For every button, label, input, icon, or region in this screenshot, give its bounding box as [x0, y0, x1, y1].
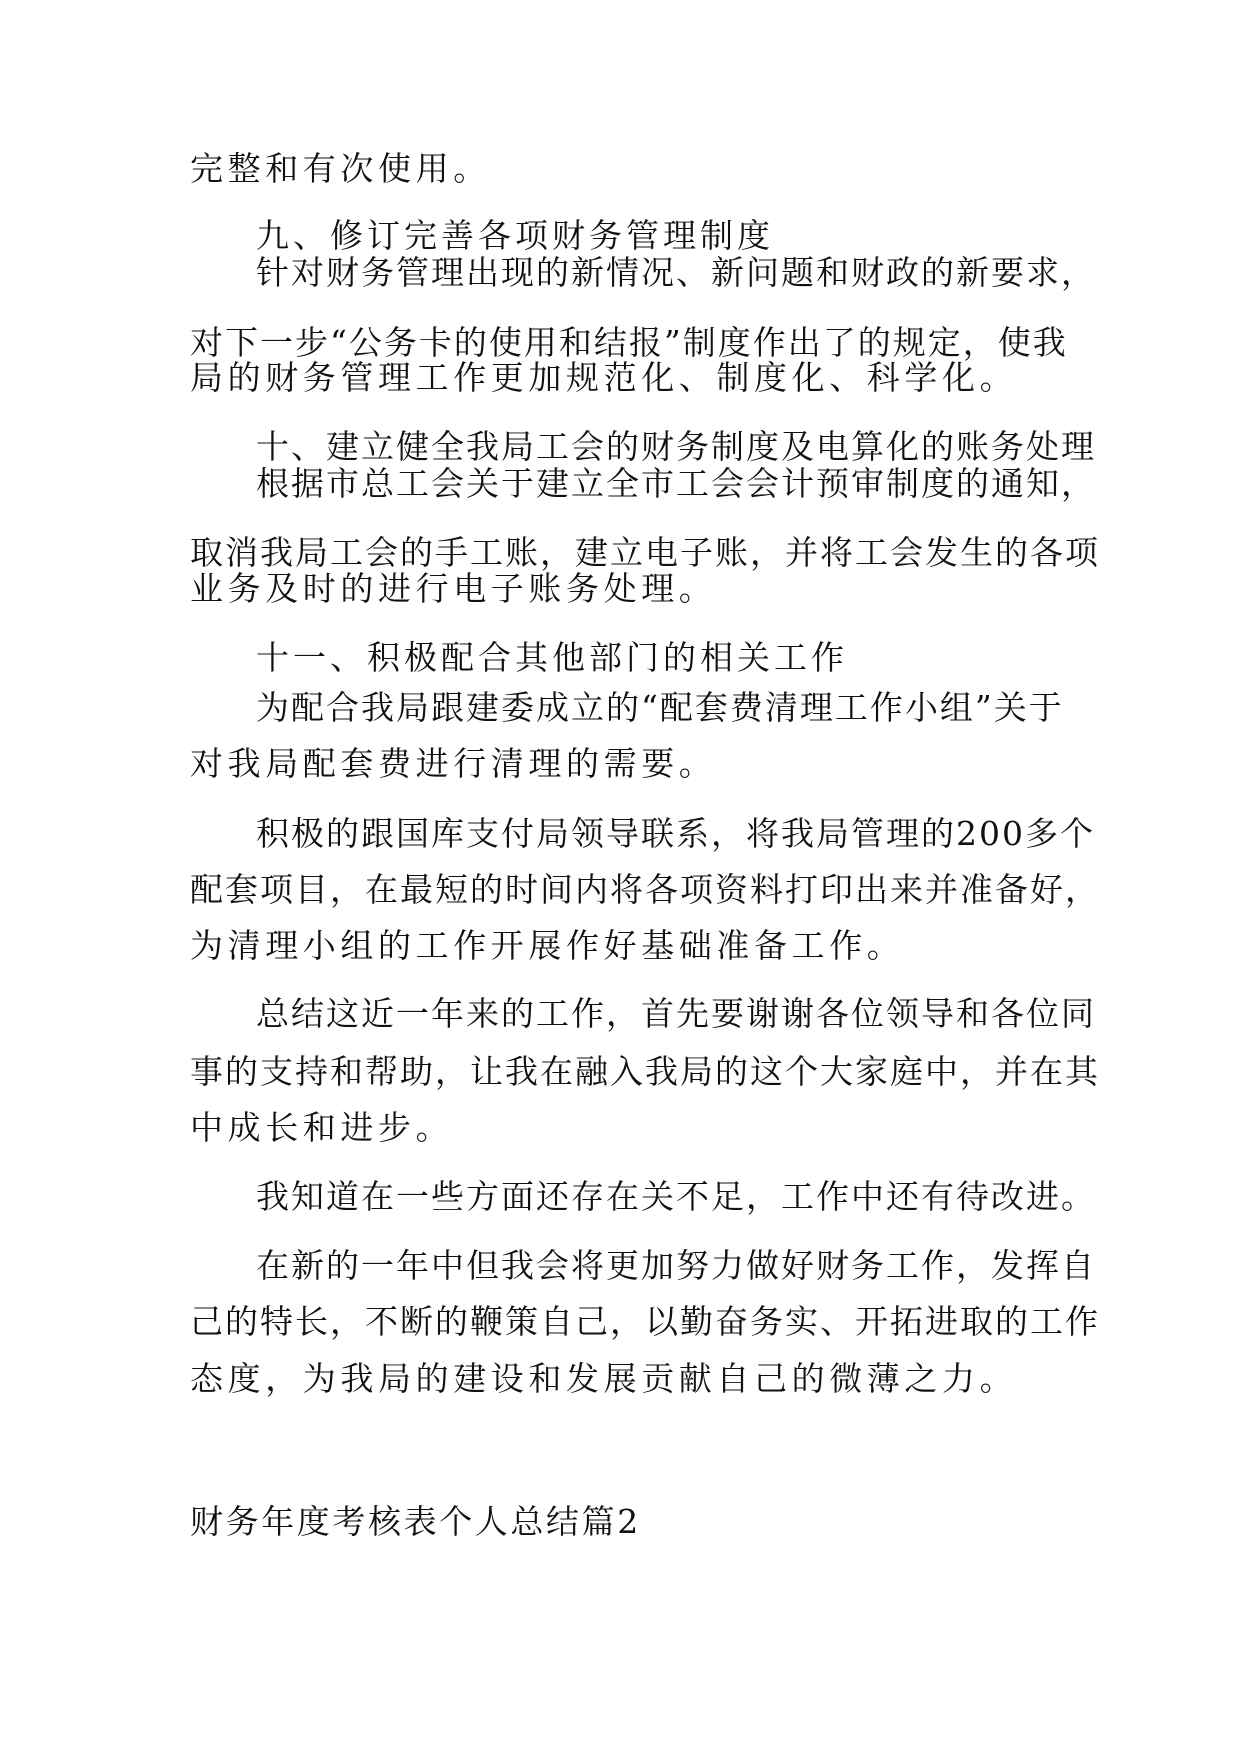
text-line: 业务及时的进行电子账务处理。 — [190, 569, 717, 608]
text-line: 积极的跟国库支付局领导联系，将我局管理的200多个 — [256, 814, 1095, 853]
text-line: 事的支持和帮助，让我在融入我局的这个大家庭中，并在其 — [190, 1052, 1100, 1091]
heading-line: 十、建立健全我局工会的财务制度及电算化的账务处理 — [256, 427, 1096, 466]
text-line: 我知道在一些方面还存在关不足，工作中还有待改进。 — [256, 1177, 1096, 1216]
text-line: 针对财务管理出现的新情况、新问题和财政的新要求， — [256, 253, 1096, 292]
section-title: 财务年度考核表个人总结篇2 — [190, 1502, 641, 1541]
text-line: 完整和有次使用。 — [190, 149, 491, 188]
heading-line: 九、修订完善各项财务管理制度 — [256, 216, 774, 255]
text-line: 为配合我局跟建委成立的“配套费清理工作小组”关于 — [256, 688, 1064, 727]
text-line: 己的特长，不断的鞭策自己，以勤奋务实、开拓进取的工作 — [190, 1302, 1100, 1341]
text-line: 中成长和进步。 — [190, 1108, 454, 1147]
text-line: 局的财务管理工作更加规范化、制度化、科学化。 — [190, 358, 1018, 397]
text-line: 为清理小组的工作开展作好基础准备工作。 — [190, 926, 905, 965]
text-line: 对我局配套费进行清理的需要。 — [190, 744, 717, 783]
text-line: 在新的一年中但我会将更加努力做好财务工作，发挥自 — [256, 1246, 1096, 1285]
text-line: 根据市总工会关于建立全市工会会计预审制度的通知， — [256, 464, 1096, 503]
text-line: 取消我局工会的手工账，建立电子账，并将工会发生的各项 — [190, 533, 1100, 572]
text-line: 总结这近一年来的工作，首先要谢谢各位领导和各位同 — [256, 994, 1096, 1033]
text-line: 对下一步“公务卡的使用和结报”制度作出了的规定，使我 — [190, 323, 1068, 362]
text-line: 配套项目，在最短的时间内将各项资料打印出来并准备好， — [190, 870, 1100, 909]
text-line: 态度，为我局的建设和发展贡献自己的微薄之力。 — [190, 1359, 1018, 1398]
heading-line: 十一、积极配合其他部门的相关工作 — [256, 638, 848, 677]
